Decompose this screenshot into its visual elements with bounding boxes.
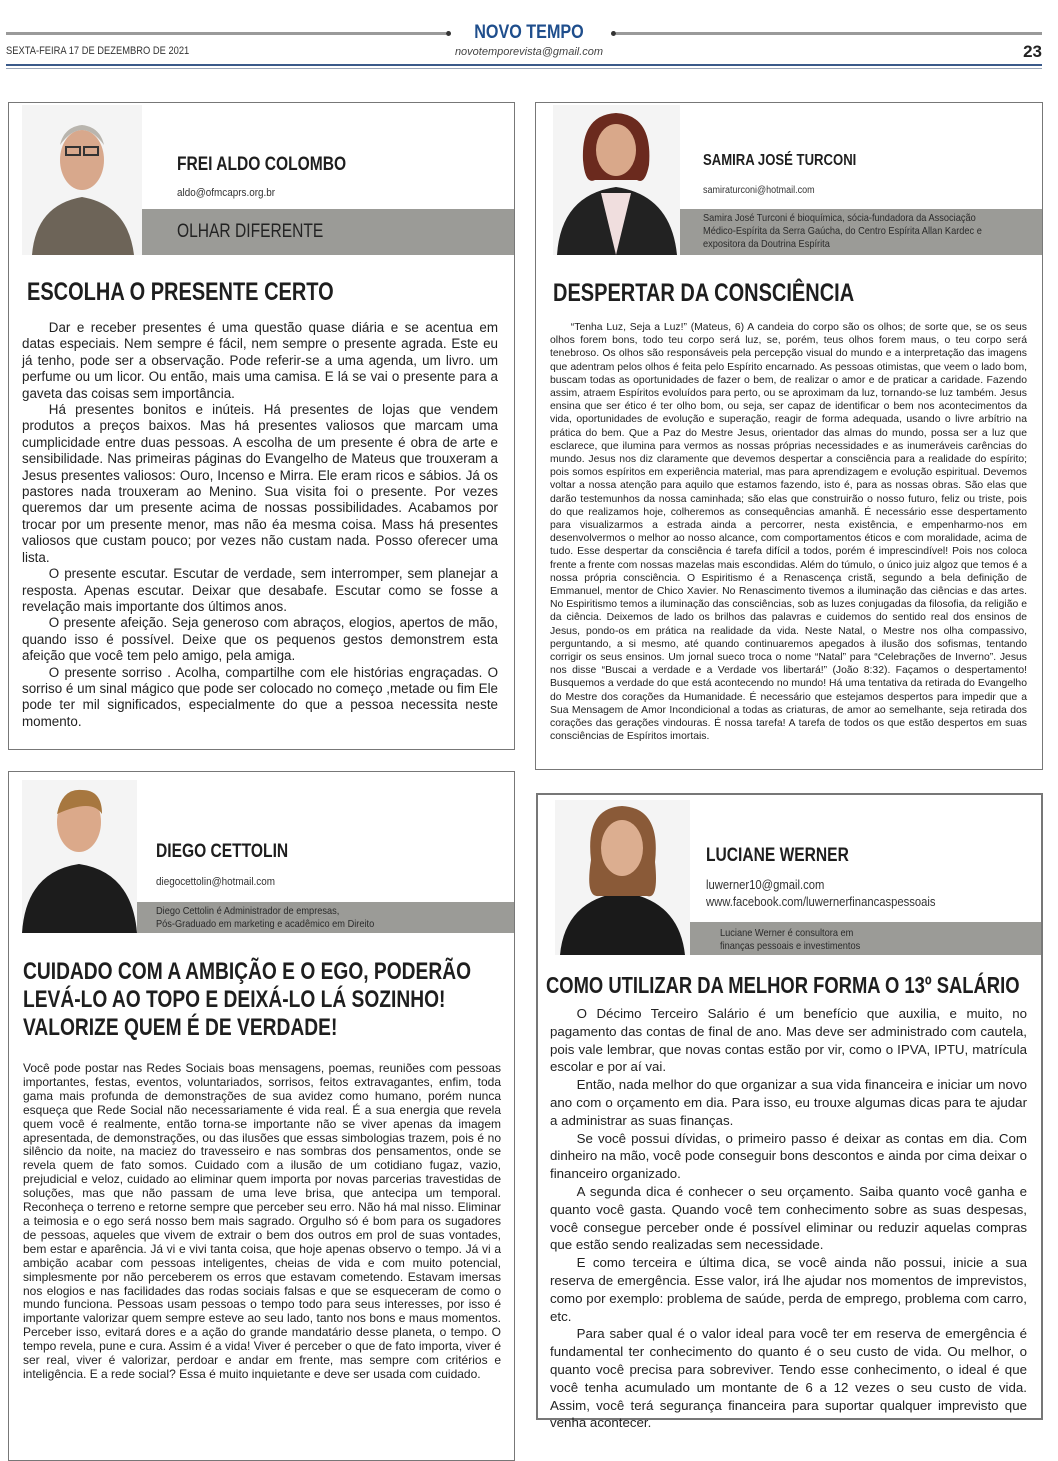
article-body [22,320,498,730]
paragraph: O Décimo Terceiro Salário é um benefício que auxilia, e muito, no pagamento das contas de final de ano. Mas deve ser administrado com cautela, pois vale lembrar, que novas contas estão por vir, como o IPVA, IPTU, matrícula escolar e por aí vai. [550,1006,1027,1075]
title-line: LEVÁ-LO AO TOPO E DEIXÁ-LO LÁ SOZINHO! [23,986,446,1013]
issue-date: SEXTA-FEIRA 17 DE DEZEMBRO DE 2021 [6,45,190,57]
paragraph: Se você possui dívidas, o primeiro passo é deixar as contas em dia. Com dinheiro na mão, você pode conseguir bons descontos e ainda por cima deixar o financeiro organizado. [550,1130,1027,1182]
paragraph: O presente escutar. Escutar de verdade, sem interromper, sem planejar a resposta. Apenas escutar. Deixar que desabafe. Escutar como se fosse a revelação mais importante dos últimos anos. [22,566,498,614]
title-line: CUIDADO COM A AMBIÇÃO E O EGO, PODERÃO [23,958,472,985]
author-bio [156,905,374,931]
bio-line: Pós-Graduado em marketing e acadêmico em Direito [156,918,375,930]
woman-portrait-icon [553,105,680,255]
paragraph: O presente afeição. Seja generoso com abraços, elogios, apertos de mão, quando isso é possível. Deixe que os pequenos gestos demonstrem esta afeição que você tem pelo amigo, pela amiga. [22,615,498,664]
title-line: VALORIZE QUEM É DE VERDADE! [23,1014,338,1041]
author-name: LUCIANE WERNER [706,845,849,866]
paragraph: O presente sorriso . Acolha, compartilhe com ele histórias engraçadas. O sorriso é um sinal mágico que pode ser colocado no começo ,metade ou fim Ele pode ter mil significados, especialmente do que a pessoa necessita neste momento. [22,664,498,729]
paragraph: Você pode postar nas Redes Sociais boas mensagens, poemas, reuniões com pessoas importantes, festas, eventos, voluntariados, sorrisos, feitos extravagantes, enfim, toda gama mais profunda de demonstrações de sua avidez como humano, porém nunca esqueça que Rede Social não necessariamente é vida real. É a sua energia que revela quem você é realmente, então torna-se importante não se viver apenas da imagem apresentada, de demonstrações, ou das ilusões que essas simbologias trazem, pois é no silêncio da noite, na maciez do travesseiro e nas sombras dos pensamentos, onde se revela quem de fato somos. Cuidado com a ilusão de um cotidiano fugaz, vazio, prejudicial e veloz, cuidado ao eliminar quem importa por novas parcerias travestidas de soluções, mas que não passam de uma leve brisa, que antecipa um temporal. Reconheça o terreno e retorne sempre que perceber seu erro. Não há mal nisso. Eliminar a teimosia e o ego será nosso bem mais sagrado. Orgulho só é bom para os sugadores de pessoas, aqueles que vivem de extrair o bem dos outros em prol de suas vontades, bem estar e aparência. Já vi e vivi tanta coisa, que hoje apenas observo o tempo. Já vi a ambição acabar com pessoas inteligentes, cheias de vida e com muito potencial, simplesmente por não perceberem os erros que estavam cometendo. Estavam imersas nos elogios e nas facilidades das rodas sociais falsas e que se esqueceram de como o mundo funciona. Pessoas usam pessoas o tempo todo para seus interesses, por isso é importante valorizar quem sempre esteve ao seu lado, tanto nos bons e maus momentos. Perceber isso, evitará dores e a ação do grande mandatário desse planeta, o tempo. O tempo revela, pune e cura. Assim é a vida! Viver é perceber o que de fato importa, viver é ser real, viver é valorizar, perdoar e andar em frente, mas sempre com critérios e inteligência. E a rede social? Essa é muito inquietante e deve ser usada com cuidado. [23,1061,501,1381]
author-photo [555,800,690,955]
article-title [23,958,471,1042]
author-photo [22,105,142,255]
author-name: SAMIRA JOSÉ TURCONI [703,152,857,169]
paragraph: E como terceira e última dica, se você ainda não possui, inicie a sua reserva de emergência. Esse valor, irá lhe ajudar nos momentos de imprevistos, como por exemplo: problema de saúde, perda de emprego, problema com carro, etc. [550,1255,1027,1324]
paragraph: Há presentes bonitos e inúteis. Há presentes de lojas que vendem produtos a preços baixos. Mas há presentes valiosos que marcam uma cumplicidade entre duas pessoas. A escolha de um presente é obra de arte e sensibilidade. Nas primeiras páginas do Evangelho de Mateus que trouxeram a Jesus presentes valiosos: Ouro, Incenso e Mirra. Ele eram ricos e sábios. Já os pastores nada trouxeram ao Menino. Sua visita foi o presente. Por vezes queremos dar um presente acima de nossas possibilidades. Acabamos por trocar por um presente menor, mas não éa mesma coisa. Mass há presentes valiosos que custam pouco; por vezes não custam nada. Posso oferecer uma lista. [22,402,498,565]
woman-portrait-icon [555,800,690,955]
article-title: DESPERTAR DA CONSCIÊNCIA [553,279,855,307]
author-facebook-link[interactable]: www.facebook.com/luwernerfinancaspessoais [706,895,936,909]
newspaper-email: novotemporevista@gmail.com [454,46,604,58]
paragraph: Dar e receber presentes é uma questão quase diária e se acentua em datas especiais. Nem sempre é fácil, nem sempre o presente agrada. Este eu já tenho, pode ser a observação. Pode referir-se a uma agenda, um livro. um perfume ou um licor. Ou então, mais uma camisa. E lá se vai o presente para a gaveta das coisas sem importância. [22,320,498,401]
page-number: 23 [1023,42,1042,61]
author-name: FREI ALDO COLOMBO [177,154,347,175]
article-body [23,1062,501,1382]
man-portrait-icon [22,780,137,933]
author-email[interactable]: aldo@ofmcaprs.org.br [177,187,276,199]
author-photo [553,105,680,255]
bio-line: expositora da Doutrina Espírita [703,238,830,250]
author-photo [22,780,137,933]
bio-line: Diego Cettolin é Administrador de empresas, [156,905,340,917]
header-divider-thin [6,68,1042,69]
article-body [550,1005,1027,1432]
author-bio [703,212,982,251]
bio-line: finanças pessoais e investimentos [720,940,861,952]
paragraph: A segunda dica é conhecer o seu orçamento. Saiba quanto você ganha e quanto você gasta. Quando você tem conhecimento sobre as suas despesas, você consegue perceber onde é possível eliminar ou reduzir aquelas compras que estão sendo realizadas sem necessidade. [550,1183,1027,1253]
article-title: COMO UTILIZAR DA MELHOR FORMA O 13º SALÁRIO [546,972,1020,998]
paragraph: Para saber qual é o valor ideal para você ter em reserva de emergência é fundamental ter conhecimento do quanto é o seu custo de vida. Ou melhor, o quanto você precisa para sobreviver. Tendo esse conhecimento, o ideal é que você tenha acumulado um montante de 6 a 12 vezes o seu custo de vida. Assim, você terá segurança financeira para suportar qualquer imprevisto que venha acontecer. [550,1326,1027,1431]
man-portrait-icon [22,105,142,255]
newspaper-brand: NOVO TEMPO [474,22,584,43]
header-divider [6,64,1042,66]
author-name: DIEGO CETTOLIN [156,841,289,862]
bio-line: Médico-Espírita da Serra Gaúcha, do Centro Espírita Allan Kardec e [703,225,982,237]
author-email[interactable]: luwerner10@gmail.com [706,878,825,892]
paragraph: Então, nada melhor do que organizar a sua vida financeira e iniciar um novo ano com o orçamento em dia. Para isso, eu trouxe algumas dicas para te ajudar a administrar as suas finanças. [550,1077,1027,1128]
author-email[interactable]: samiraturconi@hotmail.com [703,185,815,196]
author-email[interactable]: diegocettolin@hotmail.com [156,876,276,888]
column-name: OLHAR DIFERENTE [177,221,324,242]
author-bio [720,927,860,953]
article-title: ESCOLHA O PRESENTE CERTO [27,278,334,306]
bio-line: Luciane Werner é consultora em [720,927,854,939]
article-body [550,321,1027,744]
paragraph: “Tenha Luz, Seja a Luz!” (Mateus, 6) A candeia do corpo são os olhos; de sorte que, se os seus olhos forem bons, todo teu corpo será luz, se, porém, teus olhos forem maus, o teu corpo será tenebroso. Os olhos são responsáveis pela percepção visual do mundo e a interpretação das imagens que adentram pelos olhos é feita pelo Espírito encarnado. As pessoas otimistas, que veem o lado bom, buscam todas as oportunidades de fazer o bem, de realizar o amor e de praticar a caridade. Fazendo assim, atraem Espíritos evoluídos para perto, ou se aproximam da luz, tornando-se luz também. Jesus ensina que ser ético é ter olho bom, ou seja, ser capaz de identificar o bem nos acontecimentos da vida, oportunidades de evolução e superação, reagir de forma adequada, usando o livre arbítrio na prática do bem. Que a Paz do Mestre Jesus, orientador das almas do mundo, possa ser a luz que esclarece, que ilumina para vermos as nossas próprias necessidades e as inumeráveis carências do mundo. Jesus nos diz claramente que devemos despertar a consciência para a realidade do espírito; pois somos espíritos em experiência material, mas para aprendizagem e evolução espiritual. Devemos voltar a nossa atenção para aquilo que estamos fazendo, isto é, para as nossas obras. São elas que darão testemunhos da nossa caminhada; são elas que construirão o nosso futuro, feliz ou triste, pois do que realizamos hoje, colheremos as consequências amanhã. É necessário esse despertamento para visualizarmos a estrada ainda a percorrer, nesta existência, e empenharmo-nos em desenvolvermos o melhor ao nosso alcance, com comportamentos éticos e com moralidade, acima de tudo. Esse despertar da consciência é tarefa difícil a todos, porém é imprescindível! Pois nos coloca frente a frente com nossas mazelas mais escondidas. Além do túmulo, o único juiz algoz que temos é a nossa própria consciência. O Espiritismo é a Renascença cristã, segundo a bela definição de Emmanuel, mentor de Chico Xavier. No Renascimento tivemos a iluminação das ciências e das artes. No Espiritismo temos a iluminação das consciências, sob as luzes conjugadas da filosofia, da religião e da ciência. Deixemos de lado os brilhos das palavras e cuidemos do sentido real dos ensinos de Jesus, pondo-os em prática na realidade da vida. Neste Natal, o Mestre nos olha compassivo, perguntando, a si mesmo, até quando continuaremos apegados à ilusão dos sofismas, tentando corrigir os seus ensinos. Um jornal sueco troca o nome “Natal” para “Celebrações de Inverno”. Jesus nos disse “Buscai a verdade e a Verdade vos libertará!” (João 8:32). Façamos o despertamento! Busquemos a verdade do que está acontecendo no mundo! Há uma tentativa da retirada do Evangelho do Mestre dos corações da Humanidade. É necessário que estejamos despertos para impedir que a Sua Mensagem de Amor Incondicional a todas as criaturas, de amor ao semelhante, seja retirada dos corações das gerações vindouras. É nossa tarefa! A tarefa de todos os que estão despertos em suas consciências de Espíritos imortais. [550,322,1027,743]
bio-line: Samira José Turconi é bioquímica, sócia-fundadora da Associação [703,212,976,224]
